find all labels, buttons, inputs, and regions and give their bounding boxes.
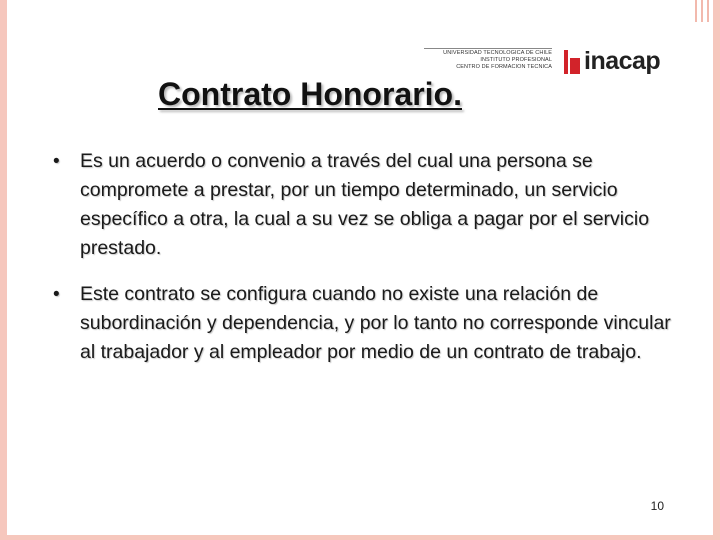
slide-border-left: [0, 0, 7, 540]
university-line: CENTRO DE FORMACION TECNICA: [456, 64, 552, 70]
slide-border-right: [713, 0, 720, 540]
bullet-list: [50, 147, 680, 384]
bullet-icon: •: [53, 284, 60, 305]
slide-border-bottom: [0, 535, 720, 540]
bullet-text: Es un acuerdo o convenio a través del cual una persona se compromete a prestar, por un tiempo determinado, un servicio específico a otra, la cual a su vez se obliga a pagar por el servicio prestado.: [80, 150, 650, 259]
bullet-item: [50, 280, 680, 367]
slide-title: Contrato Honorario.: [158, 76, 462, 112]
page-number: 10: [650, 499, 664, 513]
inacap-mark-icon: [564, 50, 580, 74]
bullet-icon: •: [53, 151, 60, 172]
corner-decoration: [689, 0, 713, 22]
bullet-text: Este contrato se configura cuando no existe una relación de subordinación y dependencia, y por lo tanto no corresponde vincular al trabajador y al empleador por medio de un contrato de trabajo.: [80, 283, 671, 363]
university-line: UNIVERSIDAD TECNOLOGICA DE CHILE: [443, 50, 552, 56]
inacap-brand-text: inacap: [584, 47, 661, 75]
university-line: INSTITUTO PROFESIONAL: [480, 57, 552, 63]
bullet-item: [50, 147, 680, 263]
university-lines: [424, 48, 552, 71]
inacap-logo: [424, 44, 668, 80]
